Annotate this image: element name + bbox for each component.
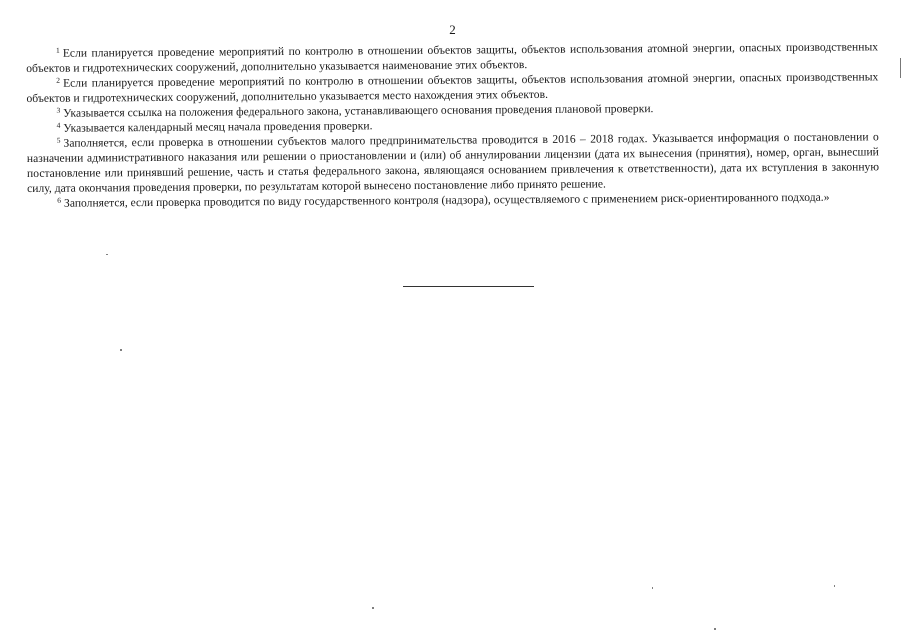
scan-speck [372,607,374,609]
footnote-marker: 2 [56,75,61,85]
scan-speck [652,587,653,589]
footnote-text: Указывается ссылка на положения федерального закона, устанавливающего основания проведения плановой проверки. [63,102,654,120]
footnote-text: Если планируется проведение мероприятий по контролю в отношении объектов защиты, объектов использования атомной энергии, опасных производственных объектов и гидротехнических сооружений, дополнительно указывается наименование этих объектов. [26,40,879,75]
footnote-marker: 1 [55,45,60,55]
scan-speck [120,349,122,351]
footnote-marker: 6 [57,195,61,205]
footnote-text: Заполняется, если проверка проводится по виду государственного контроля (надзора), осуществляемого с применением риск-ориентированного подхода.» [63,190,830,210]
scan-speck [106,254,108,255]
footnote-text: Указывается календарный месяц начала проведения проверки. [63,119,373,135]
footnote-marker: 4 [56,120,61,130]
footnote-marker: 5 [56,135,61,145]
footnote-text: Если планируется проведение мероприятий по контролю в отношении объектов защиты, объектов использования атомной энергии, опасных производственных объектов и гидротехнических сооружений, дополнительно указывается место нахождения этих объектов. [26,70,879,105]
scan-edge-mark [900,58,901,78]
separator-line [403,286,534,287]
footnote-text: Заполняется, если проверка в отношении субъектов малого предпринимательства проводится в 2016 – 2018 годах. Указывается информация о постановлении о назначении административного наказания или решении о приостановлении и (или) об аннулировании лицензии (дата их вынесения (принятия), номер, орган, вынесший постановление или принявший решение, часть и статья федерального закона, являющаяся основанием привлечения к ответственности), дата их вступления в законную силу, дата окончания проведения проверки, по результатам которой вынесено постановление либо принято решение. [26,130,880,195]
footnote-marker: 3 [56,105,61,115]
page-number: 2 [449,22,456,37]
footnotes-block [26,39,879,211]
scan-speck [714,628,716,630]
footnote-5 [27,129,879,196]
scan-speck [834,585,835,587]
